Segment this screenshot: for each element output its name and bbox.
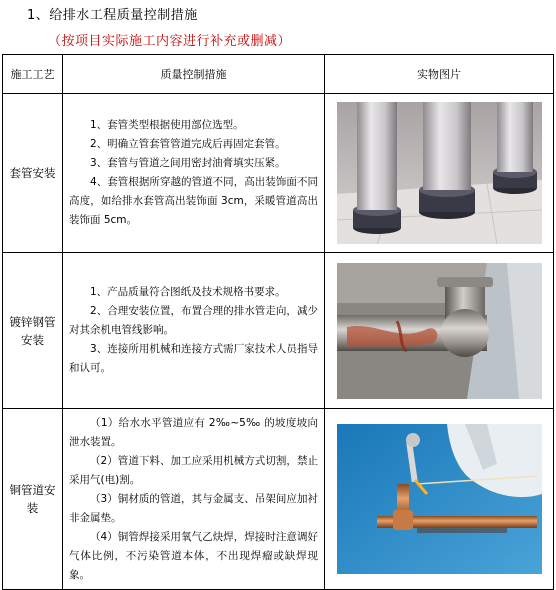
measure-item: （1）给水水平管道应有 2‰~5‰ 的坡度坡向泄水装置。 bbox=[69, 416, 318, 448]
photo-cell bbox=[325, 253, 554, 409]
table-row bbox=[3, 253, 554, 409]
measure-list bbox=[63, 409, 325, 590]
section-heading: 1、给排水工程质量控制措施 bbox=[27, 8, 198, 23]
pipe-sleeve-photo-icon bbox=[337, 102, 542, 244]
section-note: （按项目实际施工内容进行补充或删减） bbox=[48, 34, 292, 49]
table-row bbox=[3, 94, 554, 253]
measure-item: 2、合理安装位置，布置合理的排水管走向，减少对其余机电管线影响。 bbox=[69, 305, 318, 336]
measure-item: 1、产品质量符合图纸及技术规格书要求。 bbox=[90, 286, 286, 298]
process-name: 套管安装 bbox=[3, 94, 63, 253]
measure-list bbox=[63, 253, 325, 409]
process-name: 镀锌钢管安装 bbox=[3, 253, 63, 409]
measure-item: （4）铜管焊接采用氧气乙炔焊，焊接时注意调好气体比例，不污染管道本体，不出现焊瘤或缺焊现象。 bbox=[69, 530, 318, 581]
measure-item: 2、明确立管套管管道完成后再固定套管。 bbox=[90, 138, 286, 150]
measure-item: 3、连接所用机械和连接方式需厂家技术人员指导和认可。 bbox=[69, 343, 318, 374]
copper-pipe-welding-photo-icon bbox=[337, 424, 542, 574]
photo-cell bbox=[325, 94, 554, 253]
galvanized-pipe-photo-icon bbox=[337, 263, 542, 399]
header-process: 施工工艺 bbox=[3, 55, 63, 94]
header-photo: 实物图片 bbox=[325, 55, 554, 94]
photo-cell bbox=[325, 409, 554, 590]
measure-item: 1、套管类型根据使用部位选型。 bbox=[90, 119, 244, 131]
process-name: 铜管道安装 bbox=[3, 409, 63, 590]
measure-item: （2）管道下料、加工应采用机械方式切割，禁止采用气(电)割。 bbox=[69, 454, 318, 486]
measure-list bbox=[63, 94, 325, 253]
quality-control-table bbox=[2, 54, 554, 590]
measure-item: 4、套管根据所穿越的管道不同，高出装饰面不同高度，如给排水套管高出装饰面 3cm，采暖管道高出装饰面 5cm。 bbox=[69, 176, 318, 226]
table-header-row bbox=[3, 55, 554, 94]
header-measures: 质量控制措施 bbox=[63, 55, 325, 94]
measure-item: 3、套管与管道之间用密封油膏填实压紧。 bbox=[90, 157, 286, 169]
table-row bbox=[3, 409, 554, 590]
measure-item: （3）铜材质的管道，其与金属支、吊架间应加衬非金属垫。 bbox=[69, 492, 318, 524]
